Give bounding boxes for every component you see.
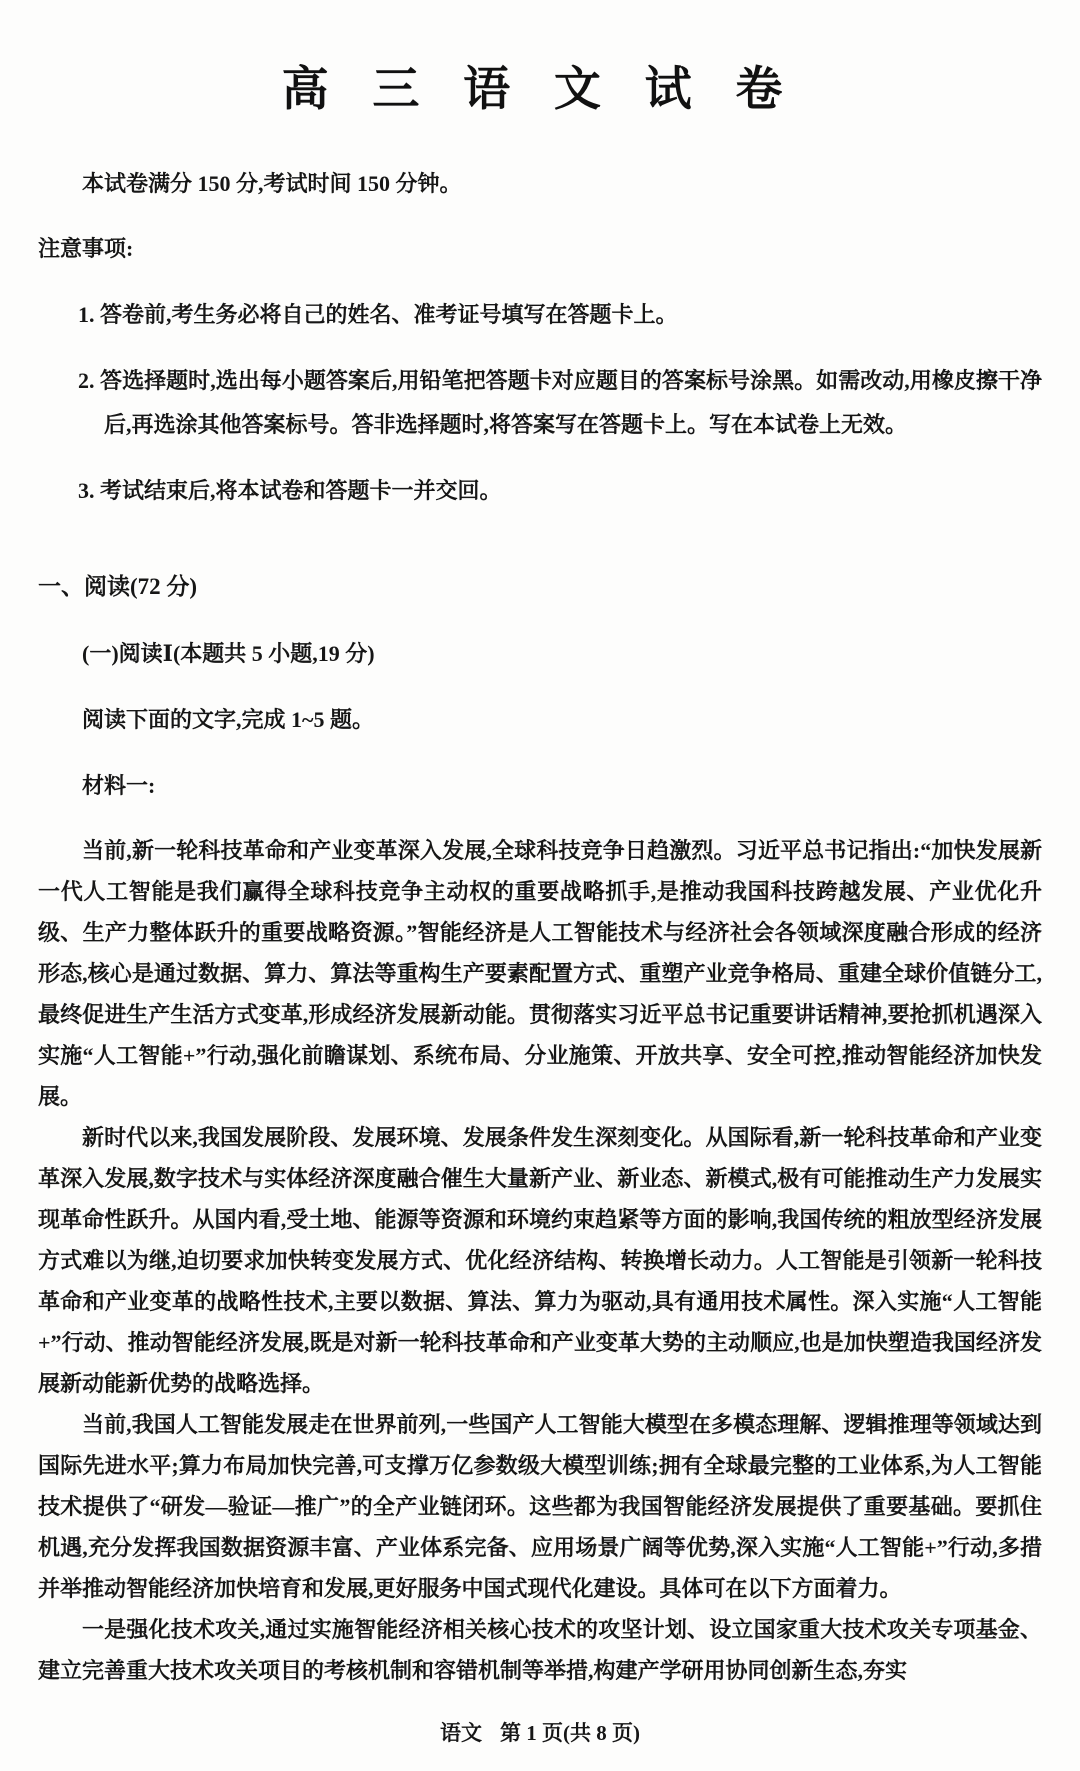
subsection-heading-reading-1: (一)阅读Ⅰ(本题共 5 小题,19 分) bbox=[82, 641, 375, 666]
material-paragraph-3: 当前,我国人工智能发展走在世界前列,一些国产人工智能大模型在多模态理解、逻辑推理等领域达到国际先进水平;算力布局加快完善,可支撑万亿参数级大模型训练;拥有全球最完整的工业体系,为人工智能技术提供了“研发—验证—推广”的全产业链闭环。这些都为我国智能经济发展提供了重要基础。要抓住机遇,充分发挥我国数据资源丰富、产业体系完备、应用场景广阔等优势,深入实施“人工智能+”行动,多措并举推动智能经济加快培育和发展,更好服务中国式现代化建设。具体可在以下方面着力。 bbox=[38, 1412, 1042, 1601]
reading-instruction: 阅读下面的文字,完成 1~5 题。 bbox=[82, 707, 374, 732]
notice-item-2: 2. 答选择题时,选出每小题答案后,用铅笔把答题卡对应题目的答案标号涂黑。如需改动,用橡皮擦干净后,再选涂其他答案标号。答非选择题时,将答案写在答题卡上。写在本试卷上无效。 bbox=[78, 368, 1042, 437]
exam-intro-line: 本试卷满分 150 分,考试时间 150 分钟。 bbox=[82, 171, 462, 196]
material-paragraph-2: 新时代以来,我国发展阶段、发展环境、发展条件发生深刻变化。从国际看,新一轮科技革命和产业变革深入发展,数字技术与实体经济深度融合催生大量新产业、新业态、新模式,极有可能推动生产力发展实现革命性跃升。从国内看,受土地、能源等资源和环境约束趋紧等方面的影响,我国传统的粗放型经济发展方式难以为继,迫切要求加快转变发展方式、优化经济结构、转换增长动力。人工智能是引领新一轮科技革命和产业变革的战略性技术,主要以数据、算法、算力为驱动,具有通用技术属性。深入实施“人工智能+”行动、推动智能经济发展,既是对新一轮科技革命和产业变革大势的主动顺应,也是加快塑造我国经济发展新动能新优势的战略选择。 bbox=[38, 1125, 1042, 1396]
notice-heading: 注意事项: bbox=[38, 236, 134, 261]
footer-subject: 语文 bbox=[440, 1721, 482, 1745]
page-footer bbox=[38, 1717, 1042, 1753]
notice-item-1: 1. 答卷前,考生务必将自己的姓名、准考证号填写在答题卡上。 bbox=[78, 302, 678, 327]
material-one-heading: 材料一: bbox=[82, 773, 156, 798]
page-title: 高 三 语 文 试 卷 bbox=[281, 64, 799, 116]
section-heading-reading: 一、阅读(72 分) bbox=[38, 574, 198, 599]
footer-page-number: 第 1 页(共 8 页) bbox=[500, 1721, 640, 1745]
material-paragraph-4: 一是强化技术攻关,通过实施智能经济相关核心技术的攻坚计划、设立国家重大技术攻关专项基金、建立完善重大技术攻关项目的考核机制和容错机制等举措,构建产学研用协同创新生态,夯实 bbox=[38, 1617, 1042, 1683]
notice-item-3: 3. 考试结束后,将本试卷和答题卡一并交回。 bbox=[78, 478, 502, 503]
material-paragraph-1: 当前,新一轮科技革命和产业变革深入发展,全球科技竞争日趋激烈。习近平总书记指出:“加快发展新一代人工智能是我们赢得全球科技竞争主动权的重要战略抓手,是推动我国科技跨越发展、产业优化升级、生产力整体跃升的重要战略资源。”智能经济是人工智能技术与经济社会各领域深度融合形成的经济形态,核心是通过数据、算力、算法等重构生产要素配置方式、重塑产业竞争格局、重建全球价值链分工,最终促进生产生活方式变革,形成经济发展新动能。贯彻落实习近平总书记重要讲话精神,要抢抓机遇深入实施“人工智能+”行动,强化前瞻谋划、系统布局、分业施策、开放共享、安全可控,推动智能经济加快发展。 bbox=[38, 838, 1042, 1109]
exam-content bbox=[38, 30, 1042, 1691]
